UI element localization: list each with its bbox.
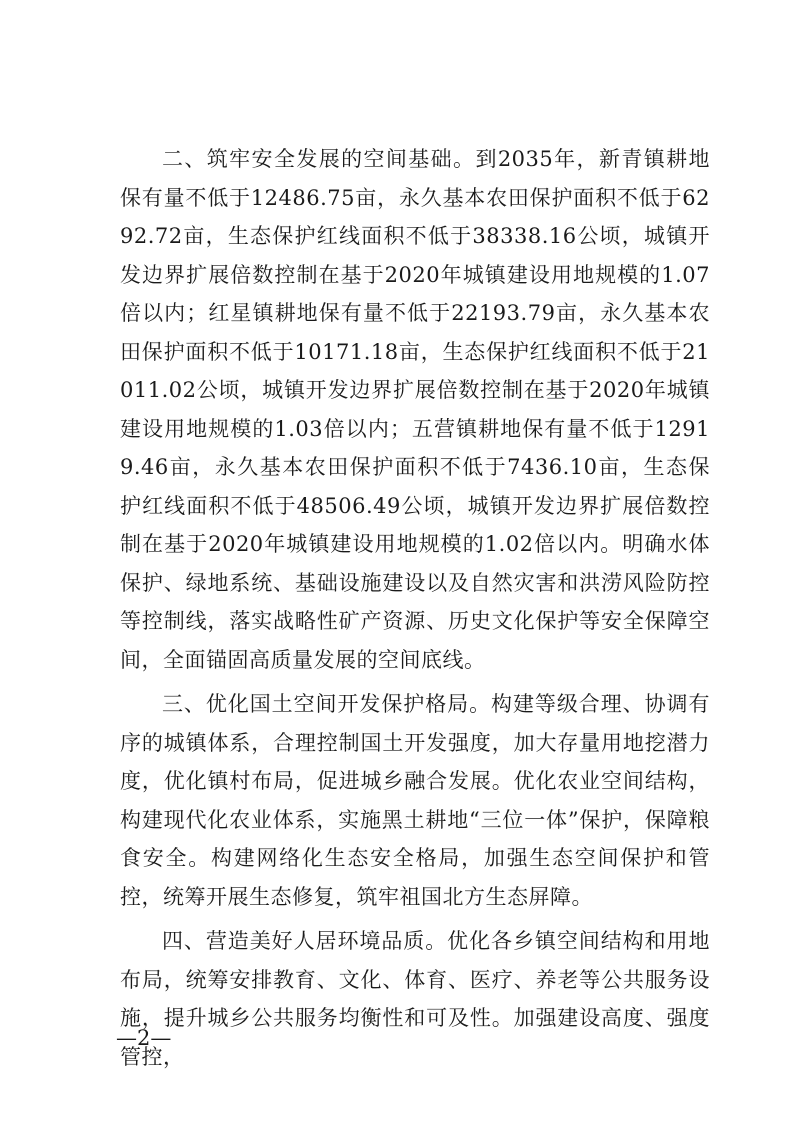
document-body (120, 140, 710, 1082)
paragraph-living-environment: 四、营造美好人居环境品质。优化各乡镇空间结构和用地布局，统筹安排教育、文化、体育、医疗、养老等公共服务设施，提升城乡公共服务均衡性和可及性。加强建设高度、强度管控， (120, 929, 710, 1069)
page-number: —2— (116, 1026, 172, 1050)
paragraph-safety-foundation: 二、筑牢安全发展的空间基础。到2035年，新青镇耕地保有量不低于12486.75亩，永久基本农田保护面积不低于6292.72亩，生态保护红线面积不低于38338.16公顷，城镇开发边界扩展倍数控制在基于2020年城镇建设用地规模的1.07倍以内；红星镇耕地保有量不低于22193.79亩，永久基本农田保护面积不低于10171.18亩，生态保护红线面积不低于21011.02公顷，城镇开发边界扩展倍数控制在基于2020年城镇建设用地规模的1.03倍以内；五营镇耕地保有量不低于12919.46亩，永久基本农田保护面积不低于7436.10亩，生态保护红线面积不低于48506.49公顷，城镇开发边界扩展倍数控制在基于2020年城镇建设用地规模的1.02倍以内。明确水体保护、绿地系统、基础设施建设以及自然灾害和洪涝风险防控等控制线，落实战略性矿产资源、历史文化保护等安全保障空间，全面锚固高质量发展的空间底线。 (120, 147, 710, 672)
paragraph-spatial-pattern: 三、优化国土空间开发保护格局。构建等级合理、协调有序的城镇体系，合理控制国土开发强度，加大存量用地挖潜力度，优化镇村布局，促进城乡融合发展。优化农业空间结构，构建现代化农业体系，实施黑土耕地“三位一体”保护，保障粮食安全。构建网络化生态安全格局，加强生态空间保护和管控，统筹开展生态修复，筑牢祖国北方生态屏障。 (120, 692, 710, 909)
